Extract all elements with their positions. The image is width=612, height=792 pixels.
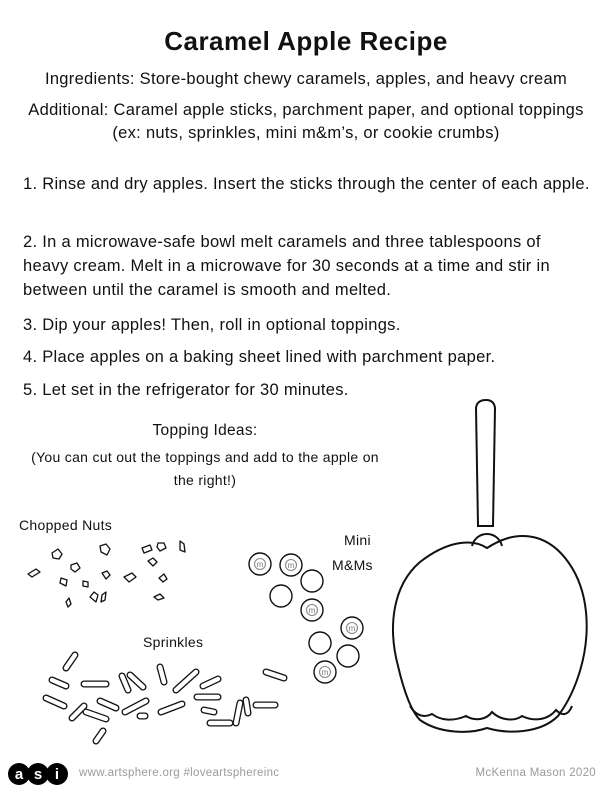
step-1: 1. Rinse and dry apples. Insert the sticks through the center of each apple.	[23, 175, 590, 193]
logo-letter-a: a	[14, 766, 24, 783]
page-title: Caramel Apple Recipe	[164, 26, 448, 56]
step-3: 3. Dip your apples! Then, roll in optional toppings.	[23, 316, 401, 334]
mini-mms-label-line2: M&Ms	[332, 557, 373, 573]
mm-letter: m	[321, 668, 329, 677]
mm-letter: m	[348, 624, 356, 633]
logo-letter-i: i	[54, 766, 60, 783]
mm-letter: m	[256, 560, 264, 569]
mini-mms-label-line1: Mini	[344, 532, 371, 548]
step-4: 4. Place apples on a baking sheet lined with parchment paper.	[23, 348, 496, 366]
topping-ideas-subheading: (You can cut out the toppings and add to the apple on the right!)	[31, 449, 379, 488]
step-2: 2. In a microwave-safe bowl melt caramels and three tablespoons of heavy cream. Melt in a microwave for 30 seconds at a time and stir in between until the caramel is smooth and melted.	[23, 233, 550, 299]
additional-line: Additional: Caramel apple sticks, parchment paper, and optional toppings (ex: nuts, sprinkles, mini m&m’s, or cookie crumbs)	[28, 101, 584, 142]
chopped-nuts-label: Chopped Nuts	[19, 517, 113, 533]
footer-url: www.artsphere.org #loveartsphereinc	[79, 767, 280, 779]
apple-body	[393, 536, 587, 732]
artsphere-logo	[6, 760, 70, 788]
mm-letter: m	[287, 561, 295, 570]
step-5: 5. Let set in the refrigerator for 30 minutes.	[23, 381, 349, 399]
logo-letter-s: s	[33, 766, 43, 783]
caramel-apple-illustration	[393, 400, 587, 732]
mm-letter: m	[308, 606, 316, 615]
topping-ideas-heading: Topping Ideas:	[152, 422, 258, 439]
sprinkles-label: Sprinkles	[143, 634, 204, 650]
sprinkles-illustration	[46, 655, 284, 741]
apple-stick	[476, 400, 495, 526]
mini-mms-illustration	[249, 553, 363, 683]
ingredients-line: Ingredients: Store-bought chewy caramels, apples, and heavy cream	[44, 70, 568, 88]
footer-author: McKenna Mason 2020	[475, 767, 596, 779]
chopped-nuts-illustration	[28, 541, 185, 607]
